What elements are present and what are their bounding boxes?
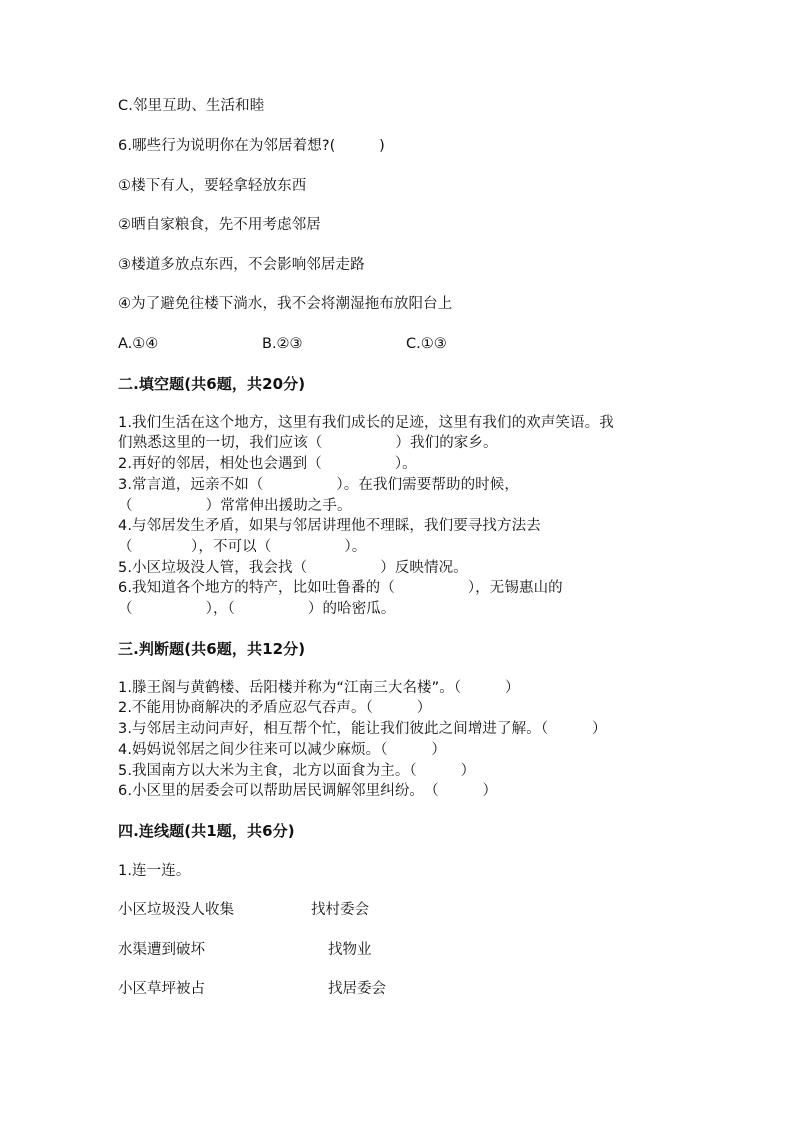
q6-item-1: ①楼下有人，要轻拿轻放东西 bbox=[118, 178, 307, 194]
s3-line-3: 3.与邻居主动问声好，相互帮个忙，能让我们彼此之间增进了解。（ ） bbox=[118, 721, 607, 737]
match-right-1: 找村委会 bbox=[311, 902, 369, 918]
q6-option-c: C.①③ bbox=[406, 336, 447, 352]
match-right-3: 找居委会 bbox=[328, 981, 386, 997]
q6-option-a: A.①④ bbox=[118, 336, 159, 352]
q6-item-2: ②晒自家粮食，先不用考虑邻居 bbox=[118, 217, 321, 233]
s2-line-4: 3.常言道，远亲不如（ ）。在我们需要帮助的时候， bbox=[118, 477, 519, 493]
q6-item-3: ③楼道多放点东西，不会影响邻居走路 bbox=[118, 257, 365, 273]
s2-line-6: 4.与邻居发生矛盾，如果与邻居讲理他不理睬，我们要寻找方法去 bbox=[118, 518, 541, 534]
match-left-1: 小区垃圾没人收集 bbox=[118, 902, 234, 918]
s2-line-10: （ ），（ ）的哈密瓜。 bbox=[118, 601, 396, 617]
s3-line-1: 1.滕王阁与黄鹤楼、岳阳楼并称为“江南三大名楼”。（ ） bbox=[118, 680, 520, 696]
s3-line-4: 4.妈妈说邻居之间少往来可以减少麻烦。（ ） bbox=[118, 742, 446, 758]
section-4-title: 四.连线题(共1题，共6分) bbox=[118, 822, 295, 840]
s3-line-2: 2.不能用协商解决的矛盾应忍气吞声。（ ） bbox=[118, 700, 432, 716]
s4-question: 1.连一连。 bbox=[118, 863, 191, 879]
q6-item-4: ④为了避免往楼下淌水，我不会将潮湿拖布放阳台上 bbox=[118, 296, 453, 312]
s3-line-5: 5.我国南方以大米为主食，北方以面食为主。（ ） bbox=[118, 763, 476, 779]
match-left-3: 小区草坪被占 bbox=[118, 981, 205, 997]
match-left-2: 水渠遭到破坏 bbox=[118, 942, 205, 958]
s2-line-2: 们熟悉这里的一切，我们应该（ ）我们的家乡。 bbox=[118, 435, 498, 451]
q6-option-b: B.②③ bbox=[262, 336, 303, 352]
section-3-title: 三.判断题(共6题，共12分) bbox=[118, 640, 306, 658]
section-2-title: 二.填空题(共6题，共20分) bbox=[118, 375, 306, 393]
s2-line-8: 5.小区垃圾没人管，我会找（ ）反映情况。 bbox=[118, 560, 468, 576]
s3-line-6: 6.小区里的居委会可以帮助居民调解邻里纠纷。 （ ） bbox=[118, 783, 498, 799]
match-right-2: 找物业 bbox=[328, 942, 372, 958]
s2-line-3: 2.再好的邻居，相处也会遇到（ ）。 bbox=[118, 456, 417, 472]
s2-line-5: （ ）常常伸出援助之手。 bbox=[118, 498, 352, 514]
q5-option-c: C.邻里互助、生活和睦 bbox=[118, 98, 265, 114]
s2-line-7: （ ），不可以（ ）。 bbox=[118, 539, 367, 555]
q6-question: 6.哪些行为说明你在为邻居着想?( ) bbox=[118, 138, 385, 154]
s2-line-9: 6.我知道各个地方的特产，比如吐鲁番的（ ），无锡惠山的 bbox=[118, 580, 563, 596]
s2-line-1: 1.我们生活在这个地方，这里有我们成长的足迹，这里有我们的欢声笑语。我 bbox=[118, 415, 614, 431]
